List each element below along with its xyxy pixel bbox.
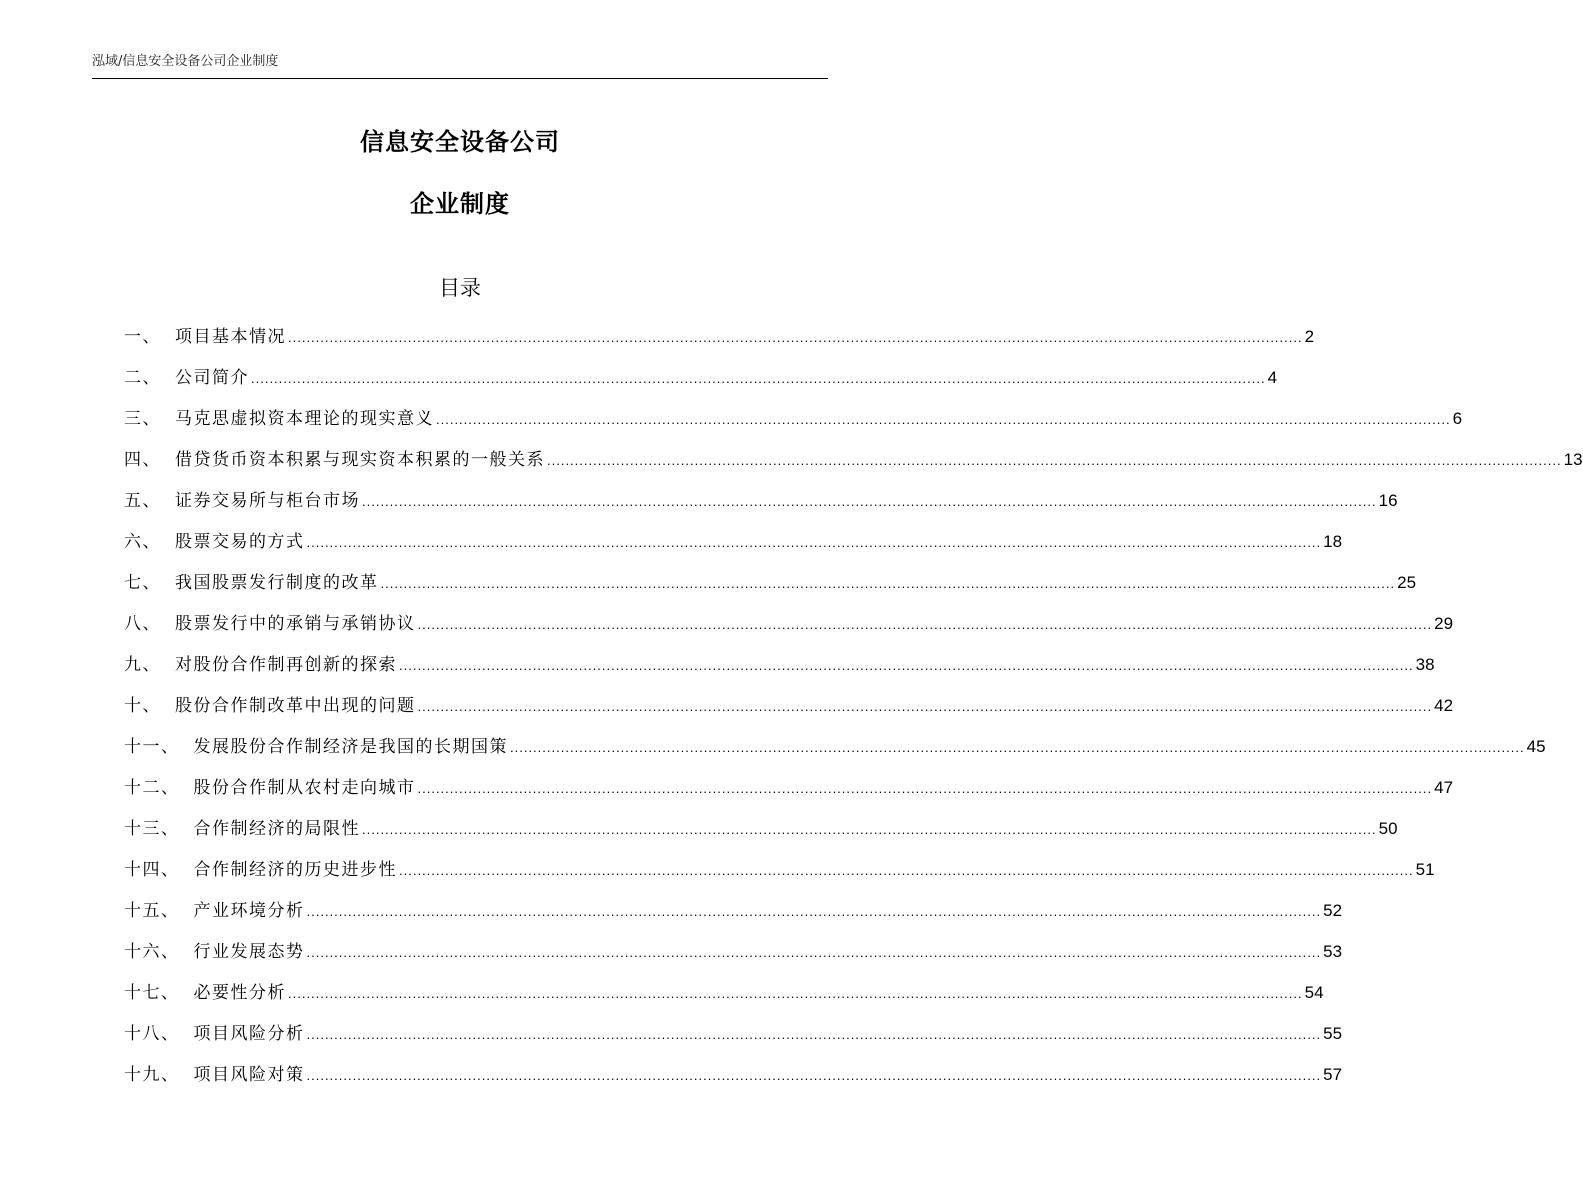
toc-dot-leader: ............................................................................................................................................................................................................................: [306, 1027, 1322, 1042]
toc-dot-leader: ............................................................................................................................................................................................................................: [436, 412, 1451, 427]
toc-page-number: 13: [1563, 450, 1583, 469]
toc-entry[interactable]: [124, 610, 1454, 651]
toc-page-number: 57: [1323, 1065, 1343, 1084]
toc-entry-title: 公司简介: [175, 368, 249, 388]
toc-entry-number: 十五、: [124, 901, 180, 921]
toc-dot-leader: ............................................................................................................................................................................................................................: [288, 330, 1303, 345]
toc-entry[interactable]: [124, 774, 1454, 815]
toc-entry-number: 十四、: [124, 860, 180, 880]
toc-entry-number: 五、: [124, 491, 161, 511]
toc-page-number: 53: [1323, 942, 1343, 961]
toc-entry-number: 六、: [124, 532, 161, 552]
toc-entry-number: 二、: [124, 368, 161, 388]
toc-entry-title: 股票交易的方式: [175, 532, 305, 552]
toc-page-number: 45: [1526, 737, 1546, 756]
toc-entry-title: 项目风险对策: [193, 1065, 305, 1085]
toc-entry-title: 股票发行中的承销与承销协议: [175, 614, 416, 634]
toc-page-number: 4: [1267, 368, 1278, 387]
toc-entry[interactable]: [124, 979, 1324, 1020]
toc-dot-leader: ............................................................................................................................................................................................................................: [380, 576, 1396, 591]
toc-entry-title: 合作制经济的局限性: [193, 819, 360, 839]
toc-entry[interactable]: [124, 1061, 1343, 1102]
toc-page-number: 54: [1304, 983, 1324, 1002]
toc-page-number: 38: [1415, 655, 1435, 674]
toc-entry-number: 十七、: [124, 983, 180, 1003]
toc-entry[interactable]: [124, 897, 1343, 938]
toc-dot-leader: ............................................................................................................................................................................................................................: [547, 453, 1562, 468]
toc-page-number: 51: [1415, 860, 1435, 879]
toc-page-number: 42: [1434, 696, 1454, 715]
toc-entry-number: 十二、: [124, 778, 180, 798]
toc-entry[interactable]: [124, 528, 1343, 569]
toc-entry-number: 十八、: [124, 1024, 180, 1044]
toc-entry-number: 十九、: [124, 1065, 180, 1085]
toc-dot-leader: ............................................................................................................................................................................................................................: [306, 535, 1322, 550]
toc-dot-leader: ............................................................................................................................................................................................................................: [417, 699, 1433, 714]
toc-entry[interactable]: [124, 733, 1546, 774]
toc-entry[interactable]: [124, 692, 1454, 733]
toc-entry-number: 四、: [124, 450, 161, 470]
toc-entry[interactable]: [124, 815, 1398, 856]
toc-entry[interactable]: [124, 938, 1343, 979]
toc-entry-title: 证券交易所与柜台市场: [175, 491, 360, 511]
header-text: 泓域/信息安全设备公司企业制度: [92, 54, 279, 69]
page-header: [92, 52, 828, 79]
toc-entry-number: 三、: [124, 409, 161, 429]
toc-entry-number: 七、: [124, 573, 161, 593]
toc-entry-title: 必要性分析: [193, 983, 286, 1003]
toc-entry[interactable]: [124, 323, 1315, 364]
toc-entry-number: 九、: [124, 655, 161, 675]
toc-entry-title: 发展股份合作制经济是我国的长期国策: [193, 737, 508, 757]
toc-dot-leader: ............................................................................................................................................................................................................................: [306, 945, 1322, 960]
toc-page-number: 25: [1397, 573, 1417, 592]
toc-entry[interactable]: [124, 446, 1583, 487]
toc-dot-leader: ............................................................................................................................................................................................................................: [362, 822, 1377, 837]
toc-page-number: 52: [1323, 901, 1343, 920]
toc-entry[interactable]: [124, 364, 1278, 405]
toc-entry-title: 产业环境分析: [193, 901, 305, 921]
toc-entry[interactable]: [124, 487, 1398, 528]
toc-entry-number: 十三、: [124, 819, 180, 839]
toc-page-number: 6: [1452, 409, 1463, 428]
toc-entry-title: 马克思虚拟资本理论的现实意义: [175, 409, 434, 429]
toc-entry-title: 项目基本情况: [175, 327, 286, 347]
toc-entry[interactable]: [124, 856, 1435, 897]
table-of-contents: [124, 323, 1583, 1102]
toc-dot-leader: ............................................................................................................................................................................................................................: [417, 617, 1433, 632]
toc-dot-leader: ............................................................................................................................................................................................................................: [306, 1068, 1322, 1083]
toc-page-number: 55: [1323, 1024, 1343, 1043]
toc-dot-leader: ............................................................................................................................................................................................................................: [399, 658, 1414, 673]
toc-entry-number: 十六、: [124, 942, 180, 962]
toc-entry-number: 十、: [124, 696, 161, 716]
toc-entry-title: 行业发展态势: [193, 942, 305, 962]
toc-entry-title: 我国股票发行制度的改革: [175, 573, 379, 593]
toc-entry-number: 一、: [124, 327, 161, 347]
toc-entry[interactable]: [124, 651, 1435, 692]
toc-heading: 目录: [439, 276, 481, 300]
toc-page-number: 16: [1378, 491, 1398, 510]
toc-dot-leader: ............................................................................................................................................................................................................................: [417, 781, 1433, 796]
toc-dot-leader: ............................................................................................................................................................................................................................: [399, 863, 1414, 878]
toc-dot-leader: ............................................................................................................................................................................................................................: [251, 371, 1266, 386]
toc-entry-number: 八、: [124, 614, 161, 634]
toc-page-number: 2: [1304, 327, 1315, 346]
toc-entry-title: 对股份合作制再创新的探索: [175, 655, 397, 675]
toc-entry-title: 股份合作制改革中出现的问题: [175, 696, 416, 716]
document-subtitle: 企业制度: [410, 190, 510, 218]
toc-entry-title: 借贷货币资本积累与现实资本积累的一般关系: [175, 450, 545, 470]
toc-entry[interactable]: [124, 569, 1417, 610]
toc-entry[interactable]: [124, 1020, 1343, 1061]
toc-page-number: 29: [1434, 614, 1454, 633]
toc-page-number: 18: [1323, 532, 1343, 551]
toc-entry-title: 合作制经济的历史进步性: [193, 860, 397, 880]
document-title: 信息安全设备公司: [360, 128, 560, 156]
toc-entry-title: 股份合作制从农村走向城市: [193, 778, 416, 798]
toc-dot-leader: ............................................................................................................................................................................................................................: [306, 904, 1322, 919]
toc-entry[interactable]: [124, 405, 1463, 446]
toc-page-number: 50: [1378, 819, 1398, 838]
toc-entry-title: 项目风险分析: [193, 1024, 305, 1044]
toc-dot-leader: ............................................................................................................................................................................................................................: [362, 494, 1377, 509]
toc-entry-number: 十一、: [124, 737, 180, 757]
toc-dot-leader: ............................................................................................................................................................................................................................: [510, 740, 1525, 755]
toc-dot-leader: ............................................................................................................................................................................................................................: [288, 986, 1303, 1001]
toc-page-number: 47: [1434, 778, 1454, 797]
